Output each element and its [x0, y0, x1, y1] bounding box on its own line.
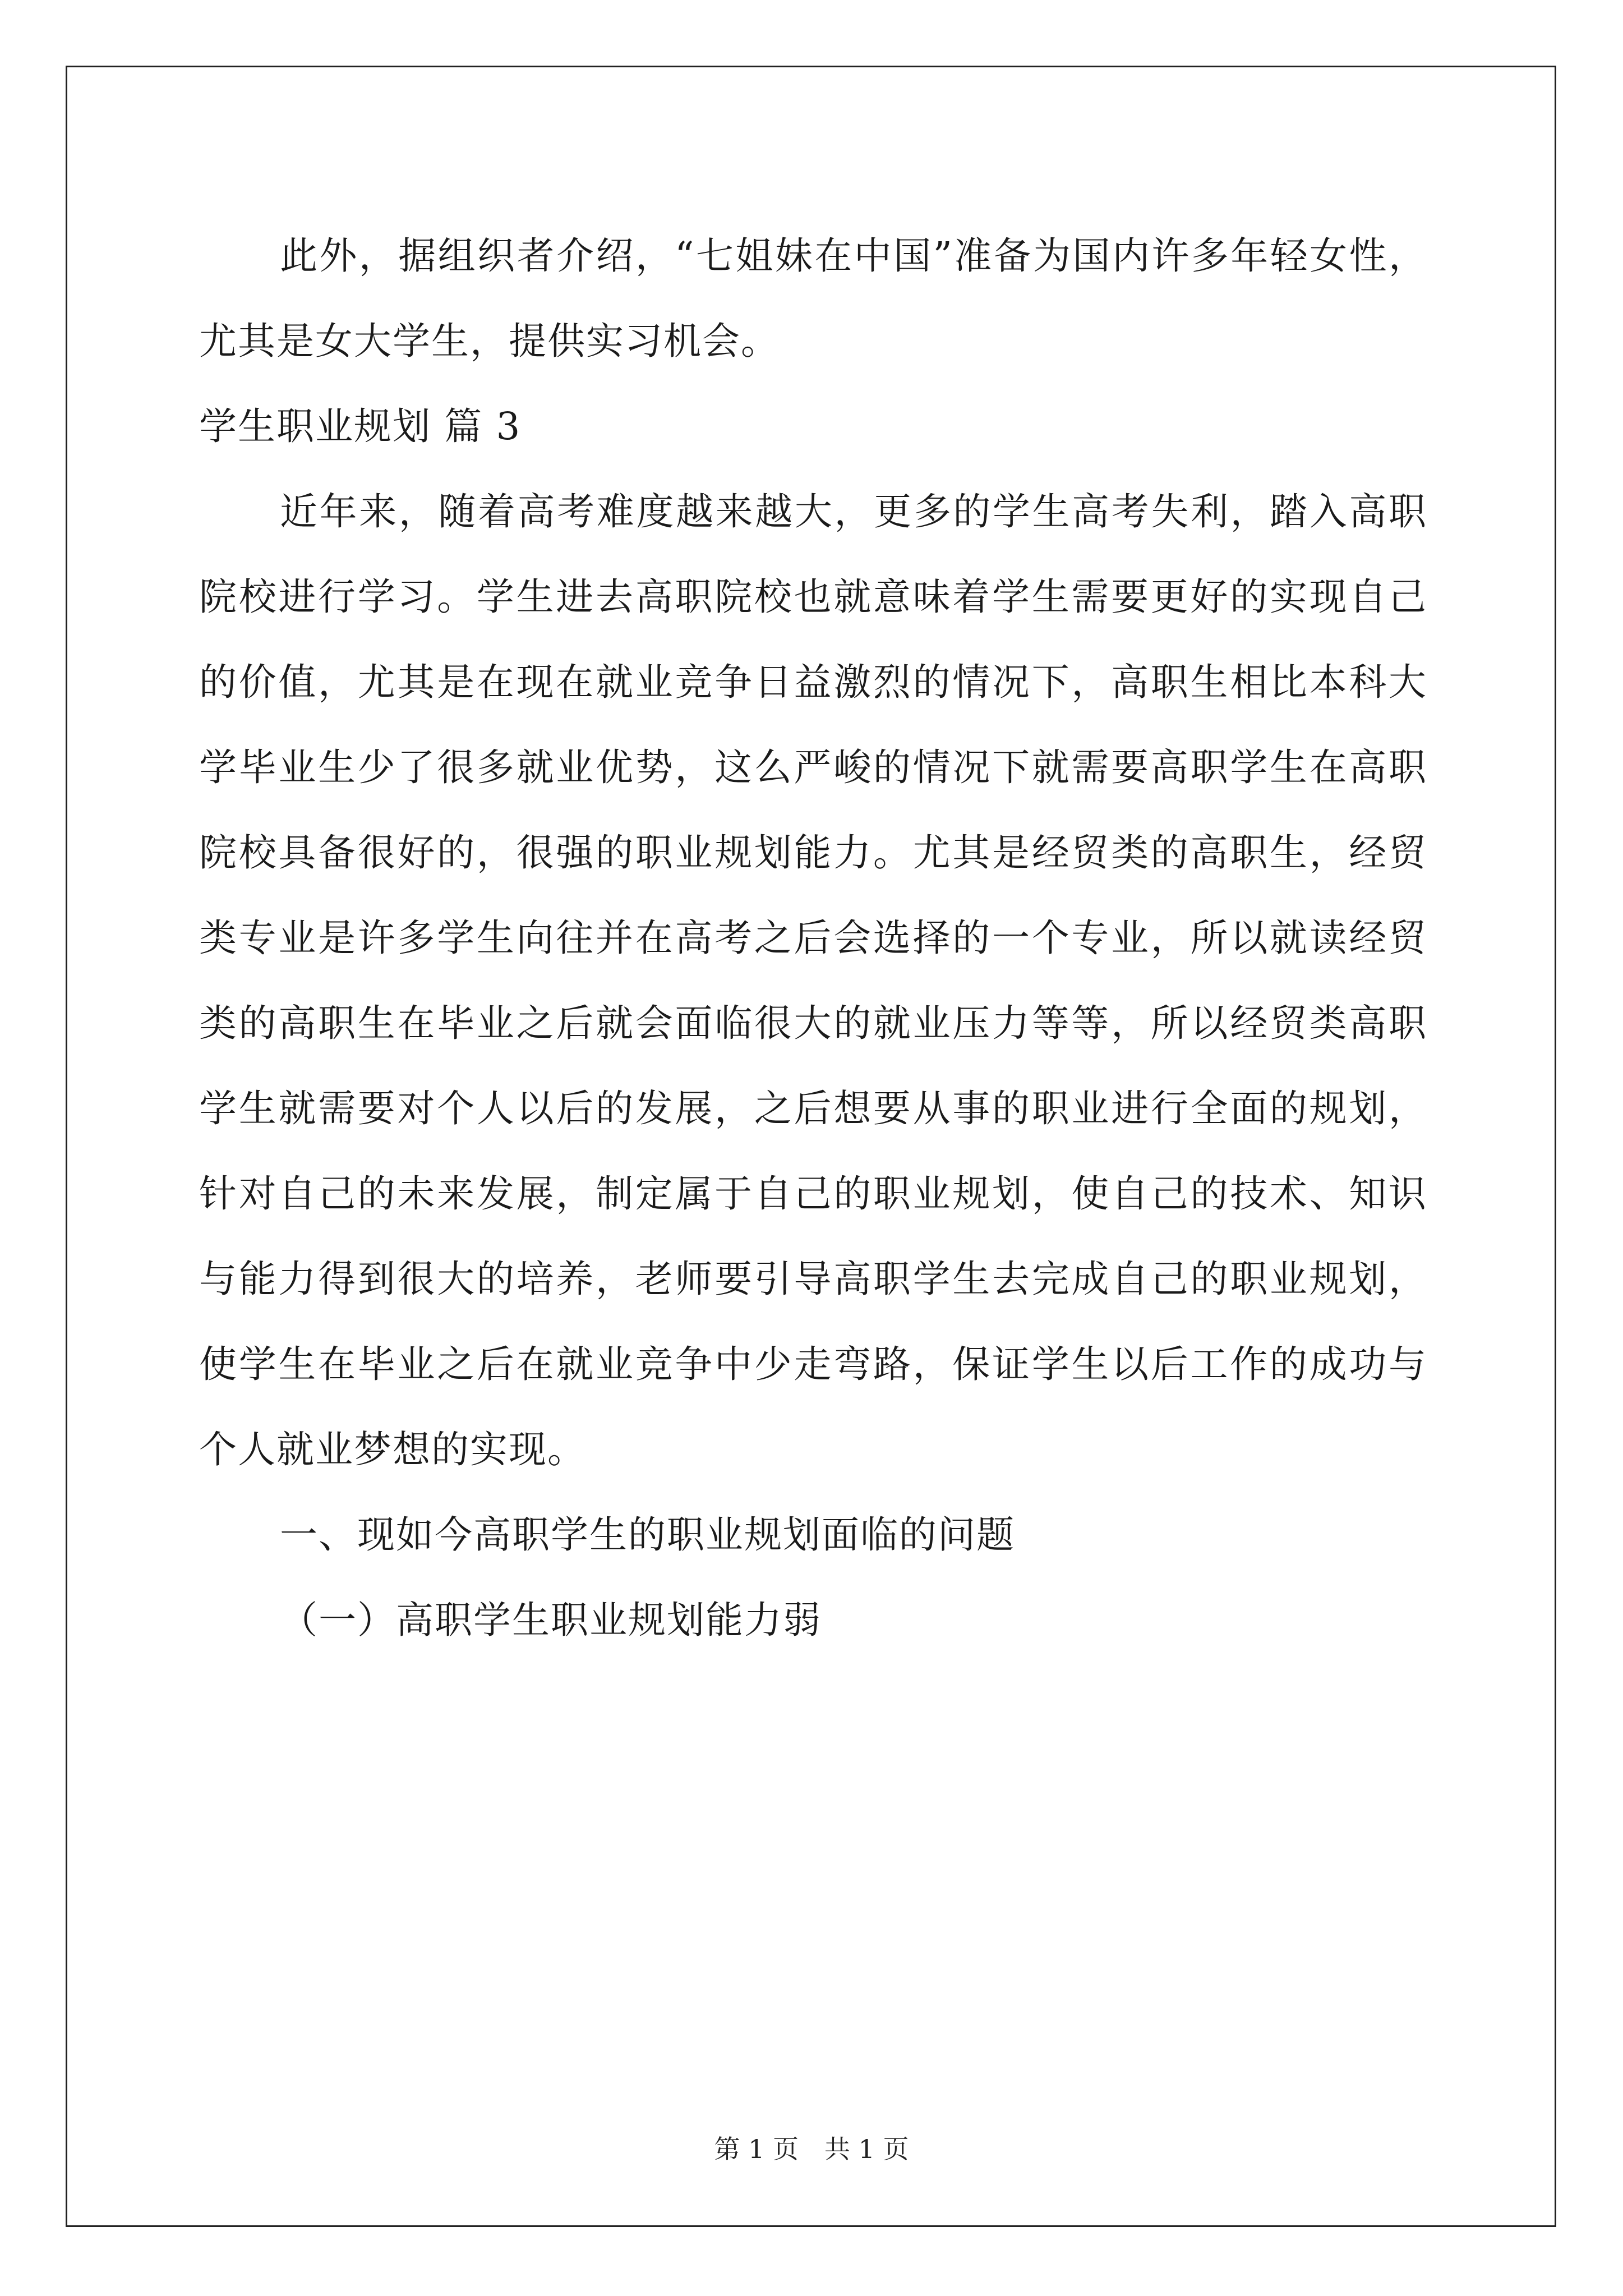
subheading-weak-ability: （一）高职学生职业规划能力弱 — [280, 1598, 822, 1642]
paragraph-career-planning: 近年来，随着高考难度越来越大，更多的学生高考失利，踏入高职院校进行学习。学生进去高职院校也就意味着学生需要更好的实现自己的价值，尤其是在现在就业竞争日益激烈的情况下，高职生相比本科大学毕业生少了很多就业优势，这么严峻的情况下就需要高职学生在高职院校具备很好的，很强的职业规划能力。尤其是经贸类的高职生，经贸类专业是许多学生向往并在高考之后会选择的一个专业，所以就读经贸类的高职生在毕业之后就会面临很大的就业压力等等，所以经贸类高职学生就需要对个人以后的发展，之后想要从事的职业进行全面的规划，针对自己的未来发展，制定属于自己的职业规划，使自己的技术、知识与能力得到很大的培养，老师要引导高职学生去完成自己的职业规划，使学生在毕业之后在就业竞争中少走弯路，保证学生以后工作的成功与个人就业梦想的实现。 — [199, 490, 1427, 1471]
paragraph-internship: 此外，据组织者介绍，“七姐妹在中国”准备为国内许多年轻女性，尤其是女大学生，提供实习机会。 — [199, 234, 1427, 363]
subheading-problems: 一、现如今高职学生的职业规划面临的问题 — [280, 1513, 1015, 1557]
document-body — [199, 213, 1427, 1663]
page-footer: 第 1 页 共 1 页 — [714, 2134, 909, 2164]
section-heading: 学生职业规划 篇 3 — [199, 404, 522, 448]
